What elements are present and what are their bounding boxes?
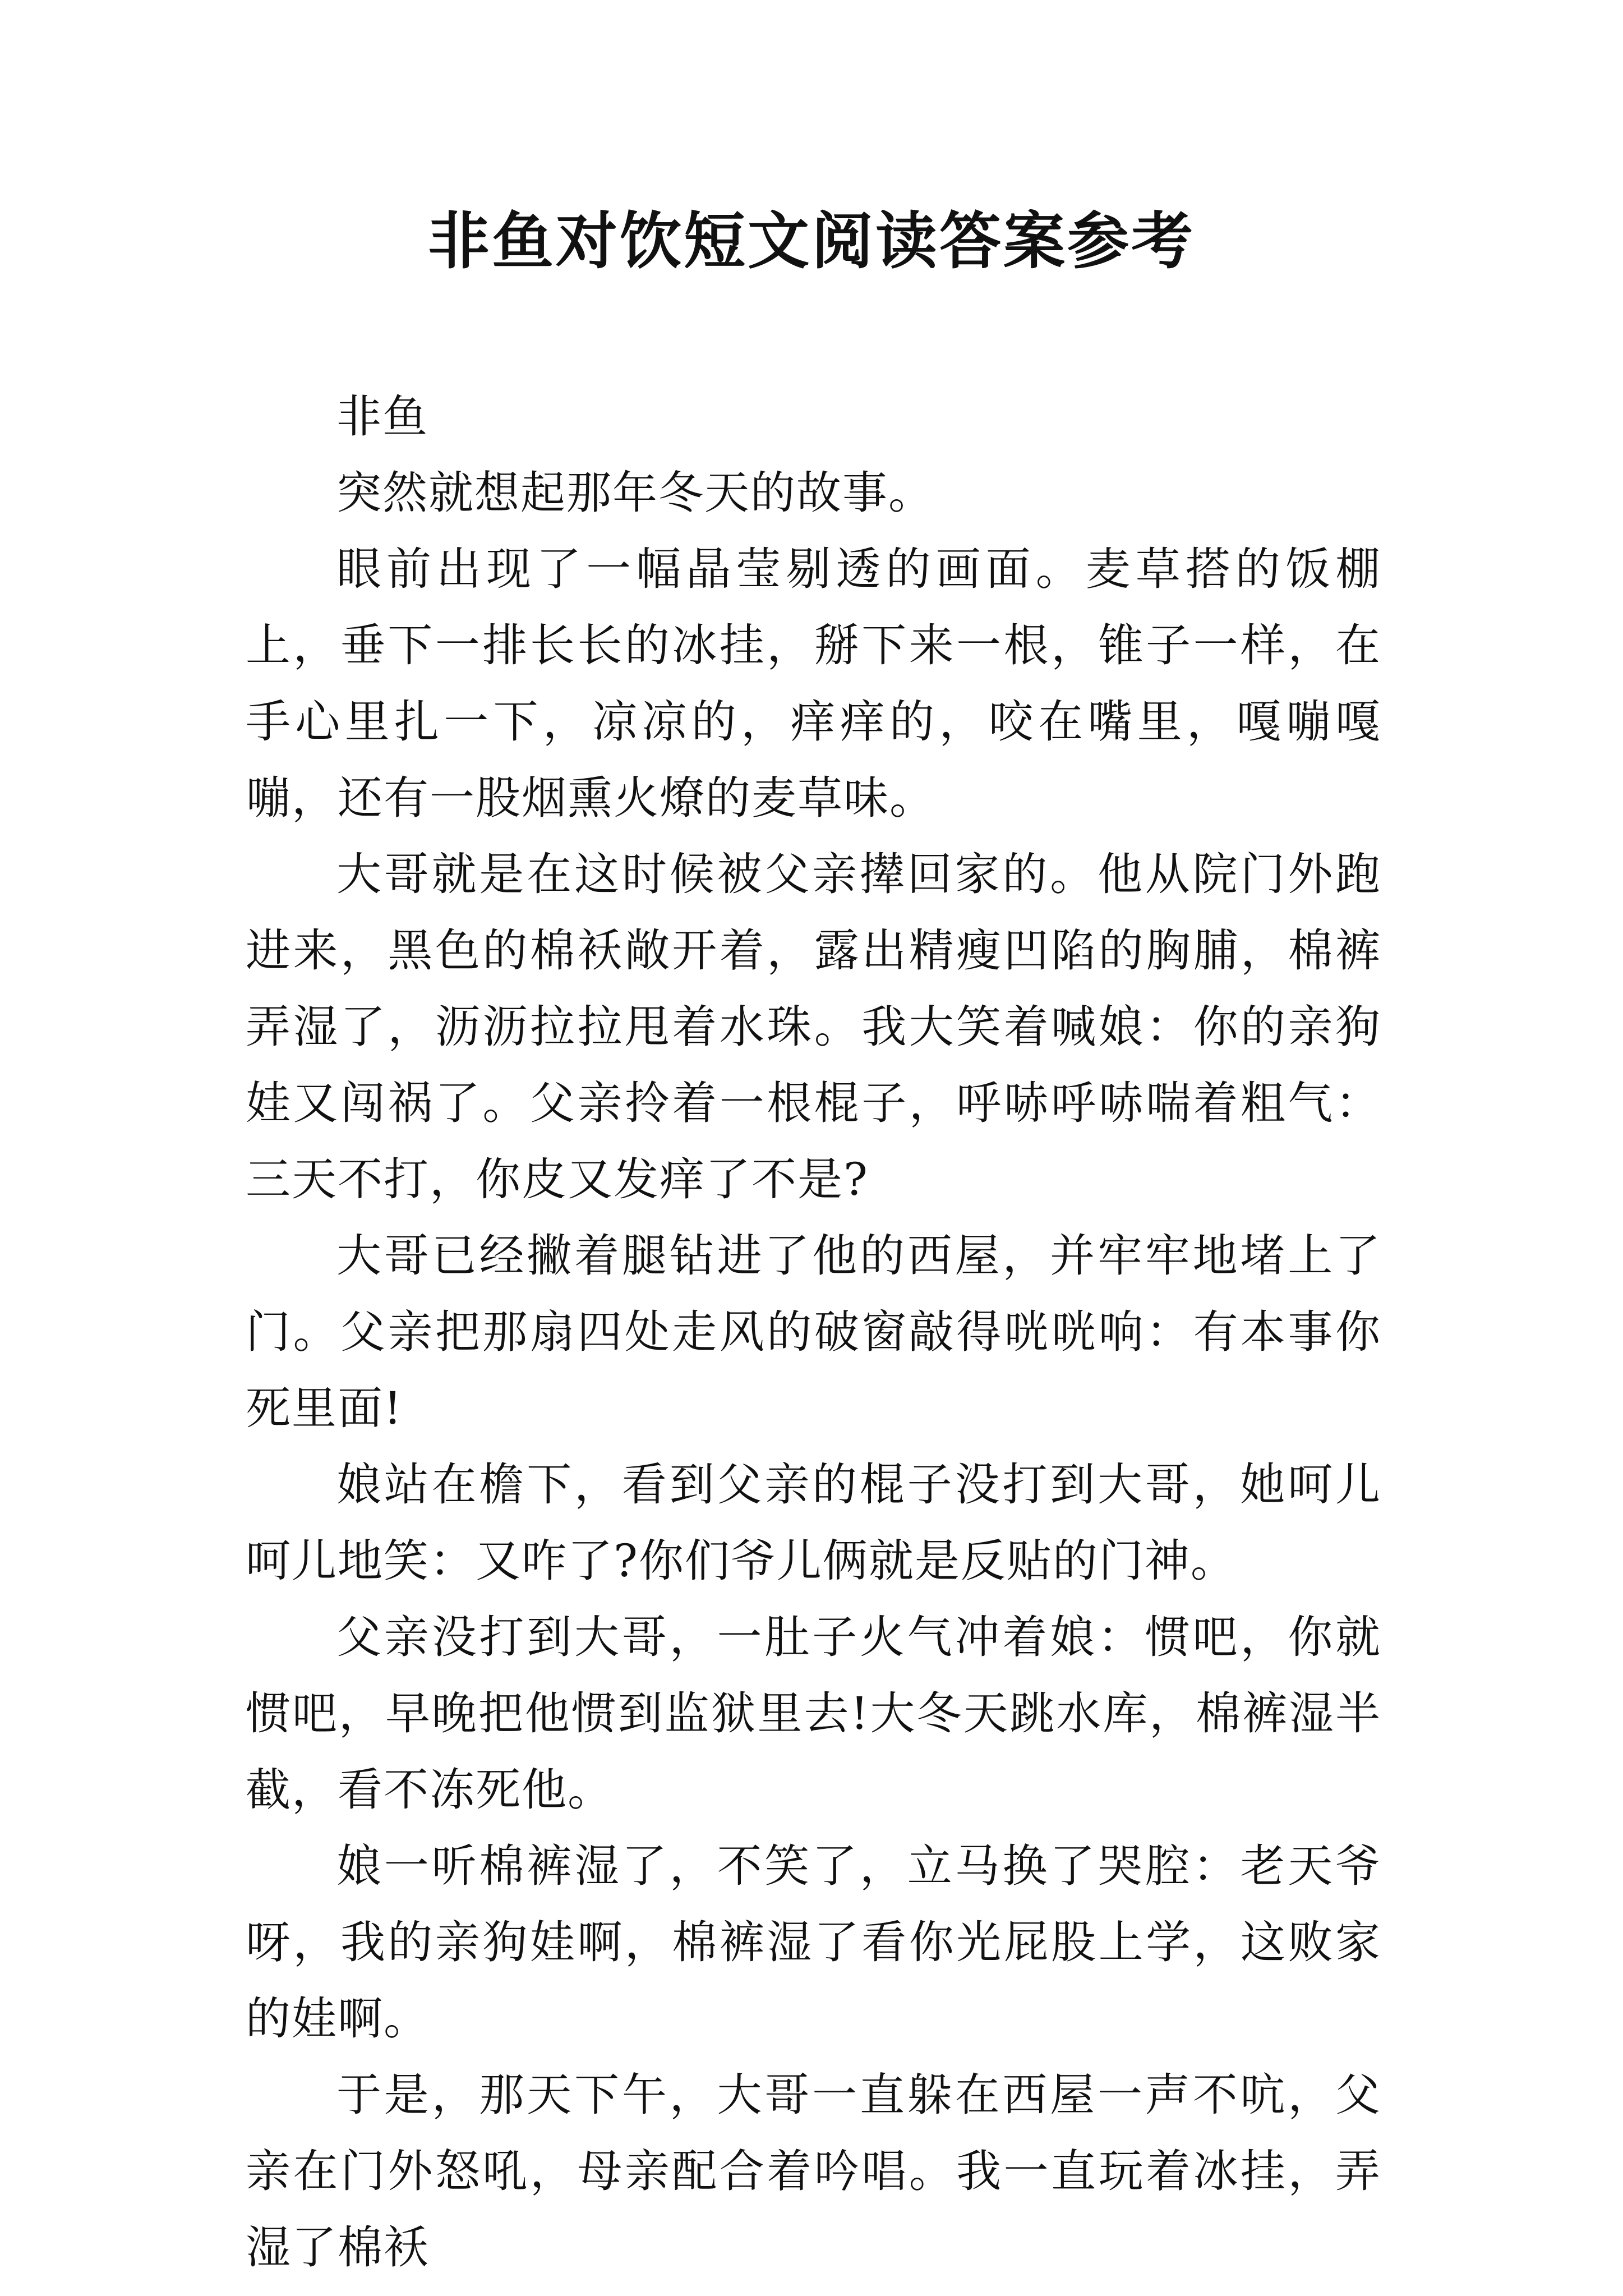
paragraph: 于是，那天下午，大哥一直躲在西屋一声不吭，父亲在门外怒吼，母亲配合着吟唱。我一直玩着冰挂，弄湿了棉袄: [246, 2069, 1381, 2274]
paragraph: 眼前出现了一幅晶莹剔透的画面。麦草搭的饭棚上，垂下一排长长的冰挂，掰下来一根，锥子一样，在手心里扎一下，凉凉的，痒痒的，咬在嘴里，嘎嘣嘎嘣，还有一股烟熏火燎的麦草味。: [246, 543, 1381, 824]
author-line: 非鱼: [336, 390, 428, 443]
paragraph: 突然就想起那年冬天的故事。: [336, 467, 934, 519]
paragraph: 娘站在檐下，看到父亲的棍子没打到大哥，她呵儿呵儿地笑：又咋了?你们爷儿俩就是反贴的门神。: [246, 1458, 1381, 1587]
paragraph: 大哥已经撇着腿钻进了他的西屋，并牢牢地堵上了门。父亲把那扇四处走风的破窗敲得咣咣响：有本事你死里面!: [246, 1230, 1381, 1434]
paragraph: 娘一听棉裤湿了，不笑了，立马换了哭腔：老天爷呀，我的亲狗娃啊，棉裤湿了看你光屁股上学，这败家的娃啊。: [246, 1840, 1381, 2045]
document-title: 非鱼对饮短文阅读答案参考: [428, 205, 1195, 277]
document-body: [246, 379, 1381, 2286]
paragraph: 父亲没打到大哥，一肚子火气冲着娘：惯吧，你就惯吧，早晚把他惯到监狱里去!大冬天跳水库，棉裤湿半截，看不冻死他。: [246, 1611, 1381, 1816]
paragraph: 大哥就是在这时候被父亲撵回家的。他从院门外跑进来，黑色的棉袄敞开着，露出精瘦凹陷的胸脯，棉裤弄湿了，沥沥拉拉甩着水珠。我大笑着喊娘：你的亲狗娃又闯祸了。父亲拎着一根棍子，呼哧呼哧喘着粗气：三天不打，你皮又发痒了不是?: [246, 848, 1381, 1205]
